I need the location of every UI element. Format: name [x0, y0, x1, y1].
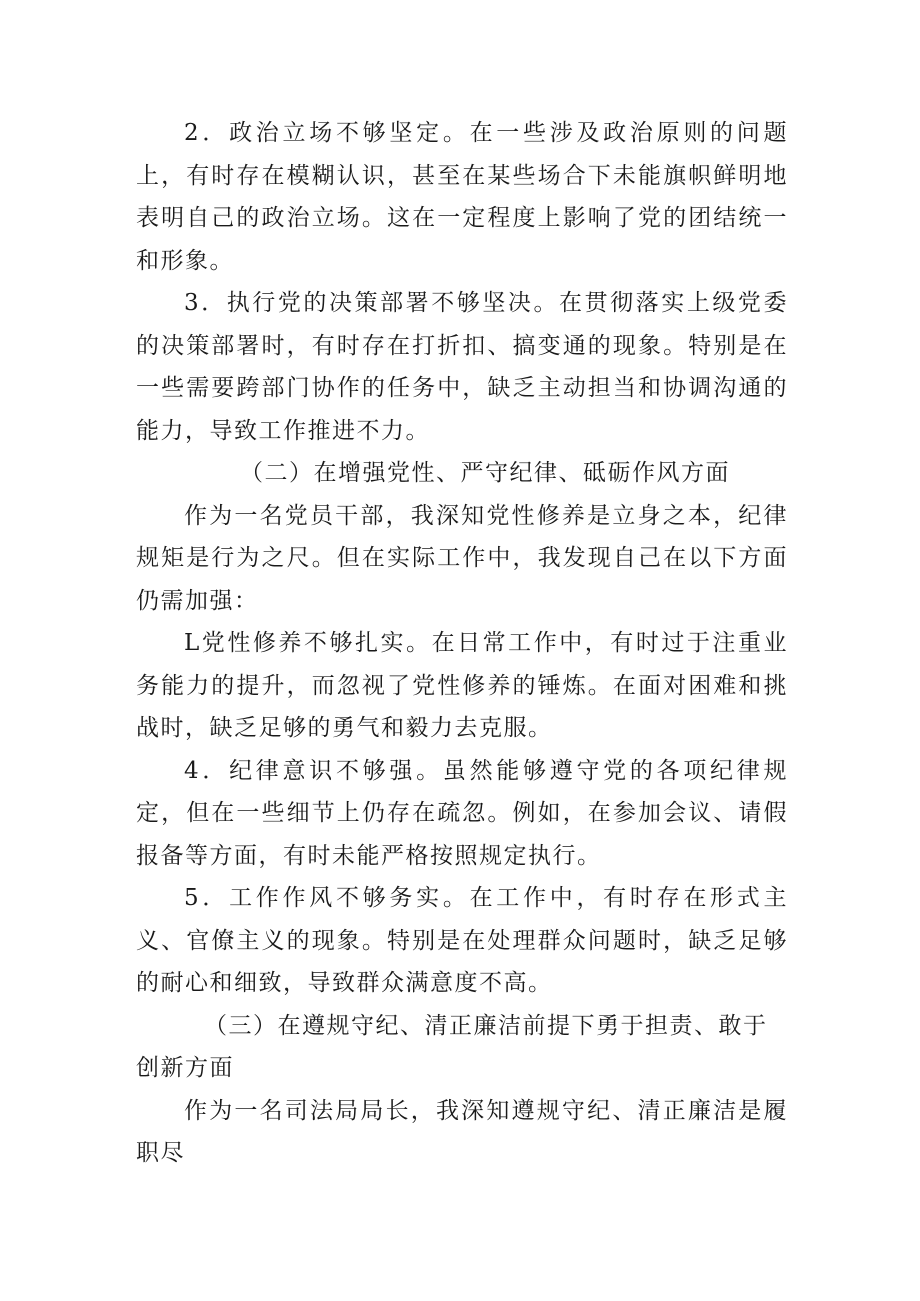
paragraph-political-stance: 2．政治立场不够坚定。在一些涉及政治原则的问题上，有时存在模糊认识，甚至在某些场合下未能旗帜鲜明地表明自己的政治立场。这在一定程度上影响了党的团结统一和形象。 — [136, 120, 788, 274]
paragraph-work-style: 5．工作作风不够务实。在工作中，有时存在形式主义、官僚主义的现象。特别是在处理群众问题时，缺乏足够的耐心和细致，导致群众满意度不高。 — [136, 885, 788, 996]
paragraph-director-intro: 作为一名司法局局长，我深知遵规守纪、清正廉洁是履职尽 — [136, 1097, 788, 1166]
document-body — [136, 112, 788, 1175]
paragraph-party-member-intro: 作为一名党员干部，我深知党性修养是立身之本，纪律规矩是行为之尺。但在实际工作中，我发现自己在以下方面仍需加强： — [136, 502, 788, 614]
section-heading-2: （二）在增强党性、严守纪律、砥砺作风方面 — [240, 460, 730, 486]
paragraph-decision-execution: 3．执行党的决策部署不够坚决。在贯彻落实上级党委的决策部署时，有时存在打折扣、搞变通的现象。特别是在一些需要跨部门协作的任务中，缺乏主动担当和协调沟通的能力，导致工作推进不力。 — [136, 290, 788, 444]
section-heading-3: （三）在遵规守纪、清正廉洁前提下勇于担责、敢于创新方面 — [136, 1012, 768, 1081]
paragraph-discipline-awareness: 4．纪律意识不够强。虽然能够遵守党的各项纪律规定，但在一些细节上仍存在疏忽。例如，在参加会议、请假报备等方面，有时未能严格按照规定执行。 — [136, 757, 788, 869]
paragraph-party-cultivation: L党性修养不够扎实。在日常工作中，有时过于注重业务能力的提升，而忽视了党性修养的锤炼。在面对困难和挑战时，缺乏足够的勇气和毅力去克服。 — [136, 630, 788, 741]
